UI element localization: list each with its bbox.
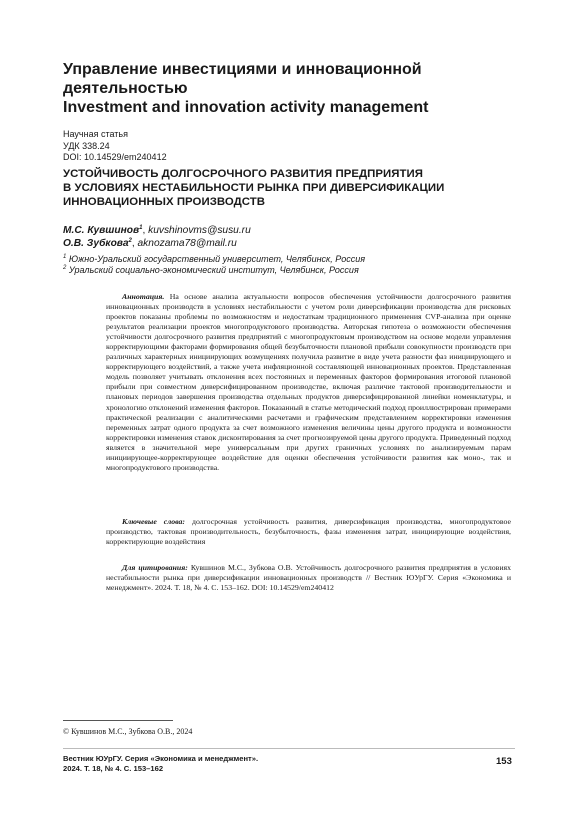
journal-info	[63, 754, 258, 773]
section-title-ru-line1: Управление инвестициями и инновационной	[63, 61, 422, 78]
footnote-divider	[63, 720, 173, 721]
author-name: М.С. Кувшинов	[63, 225, 140, 236]
page-number: 153	[496, 756, 512, 767]
citation-text: Кувшинов М.С., Зубкова О.В. Устойчивость долгосрочного развития предприятия в условиях нестабильности рынка при диверсификации инновационных производств // Вестник ЮУрГУ. Серия «Экономика и менеджмент». 2024. Т. 18, № 4. С. 153–162. DOI: 10.14529/em240412	[106, 563, 511, 593]
abstract-text: На основе анализа актуальности вопросов обеспечения устойчивости долгосрочного развития инновационных производств в условиях нестабильности с учетом роли диверсификации производства для рисковых проектов показаны проблемы по возможностям и недостаткам традиционного применения CVP-анализа при оценке результатов реализации проектов многопродуктового производства. Авторская гипотеза о возможности обеспечения устойчивости долгосрочного развития предприятий с многопродуктовым производством на основе модели управления корректирующими факторами формирования общей безубыточности плановой прибыли совокупности производств при различных характерных инициирующих возмущениях получила развитие в виде учета разности фаз инициирующего и корректирующего воздействий, а также учета инфляционной составляющей инновационных проектов. Представленная модель позволяет учитывать отклонения всех постоянных и переменных факторов формирования итоговой плановой прибыли при совместном диверсифицированном производстве, включая различие тактовой производительности и плановых периодов завершения производства отдельных продуктов диверсифицированной линейки номенклатуры, и хронологию отклонений изменения факторов. Показанный в статье методический подход проиллюстрирован примерами практической реализации с аналитическими расчетами и графическим представлением корректировки изменения переменных затрат одного продукта за счет возможного изменения величины цены другого продукта и возможности корректировки изменения ставок дисконтирования за счет прогнозируемой цены другого продукта. Приведенный подход является в значительной мере универсальным при других граничных условиях по анализируемым парам инициирующее-корректирующее воздействие для оценки обеспечения устойчивости развития как моно-, так и многопродуктового производства.	[106, 292, 512, 472]
affiliation-sup: 2	[63, 265, 67, 271]
affiliation-list	[63, 254, 365, 276]
author-affil-sup: 1	[139, 225, 143, 231]
doi: DOI: 10.14529/em240412	[63, 152, 167, 162]
journal-info-line2: 2024. Т. 18, № 4. С. 153–162	[63, 763, 164, 773]
author-affil-sup: 2	[128, 238, 132, 244]
affiliation-sup: 1	[63, 254, 67, 260]
article-title-line3: ИННОВАЦИОННЫХ ПРОИЗВОДСТВ	[63, 196, 266, 208]
author-item: О.В. Зубкова$^2$, aknozama78@mail.ru	[63, 238, 237, 249]
journal-info-line1: Вестник ЮУрГУ. Серия «Экономика и менеджмент».	[63, 754, 259, 763]
affiliation-text: Уральский социально-экономический институт, Челябинск, Россия	[68, 265, 359, 275]
article-meta	[63, 129, 167, 164]
section-title-en: Investment and innovation activity management	[63, 99, 429, 116]
citation-label: Для цитирования:	[122, 563, 188, 572]
footer-divider	[63, 748, 515, 749]
keywords-text: долгосрочная устойчивость развития, диверсификация производства, многопродуктовое производство, тактовая производительность, безубыточность, фазы изменения затрат, инициирующие воздействия, корректирующие воздействия	[106, 517, 511, 547]
author-item: М.С. Кувшинов$^1$, kuvshinovms@susu.ru	[63, 225, 251, 236]
abstract	[106, 292, 511, 473]
author-name: О.В. Зубкова	[63, 238, 129, 249]
copyright-notice: © Кувшинов М.С., Зубкова О.В., 2024	[63, 727, 193, 736]
affiliation-item	[63, 265, 365, 276]
keywords-label: Ключевые слова:	[122, 517, 186, 526]
section-title-ru	[63, 60, 523, 98]
article-title	[63, 167, 533, 209]
section-heading	[63, 60, 523, 117]
article-type: Научная статья	[63, 129, 128, 139]
article-title-line2: В УСЛОВИЯХ НЕСТАБИЛЬНОСТИ РЫНКА ПРИ ДИВЕРСИФИКАЦИИ	[63, 182, 445, 194]
citation	[106, 563, 511, 593]
section-title-ru-line2: деятельностью	[63, 80, 188, 97]
author-list	[63, 224, 251, 250]
keywords	[106, 517, 511, 547]
affiliation-text: Южно-Уральский государственный университет, Челябинск, Россия	[68, 254, 366, 264]
abstract-label: Аннотация.	[122, 292, 165, 301]
article-title-line1: УСТОЙЧИВОСТЬ ДОЛГОСРОЧНОГО РАЗВИТИЯ ПРЕДПРИЯТИЯ	[63, 168, 424, 180]
affiliation-item	[63, 254, 365, 265]
author-email[interactable]: kuvshinovms@susu.ru	[148, 225, 251, 236]
udc-code: УДК 338.24	[63, 140, 110, 151]
author-email[interactable]: aknozama78@mail.ru	[137, 238, 237, 249]
